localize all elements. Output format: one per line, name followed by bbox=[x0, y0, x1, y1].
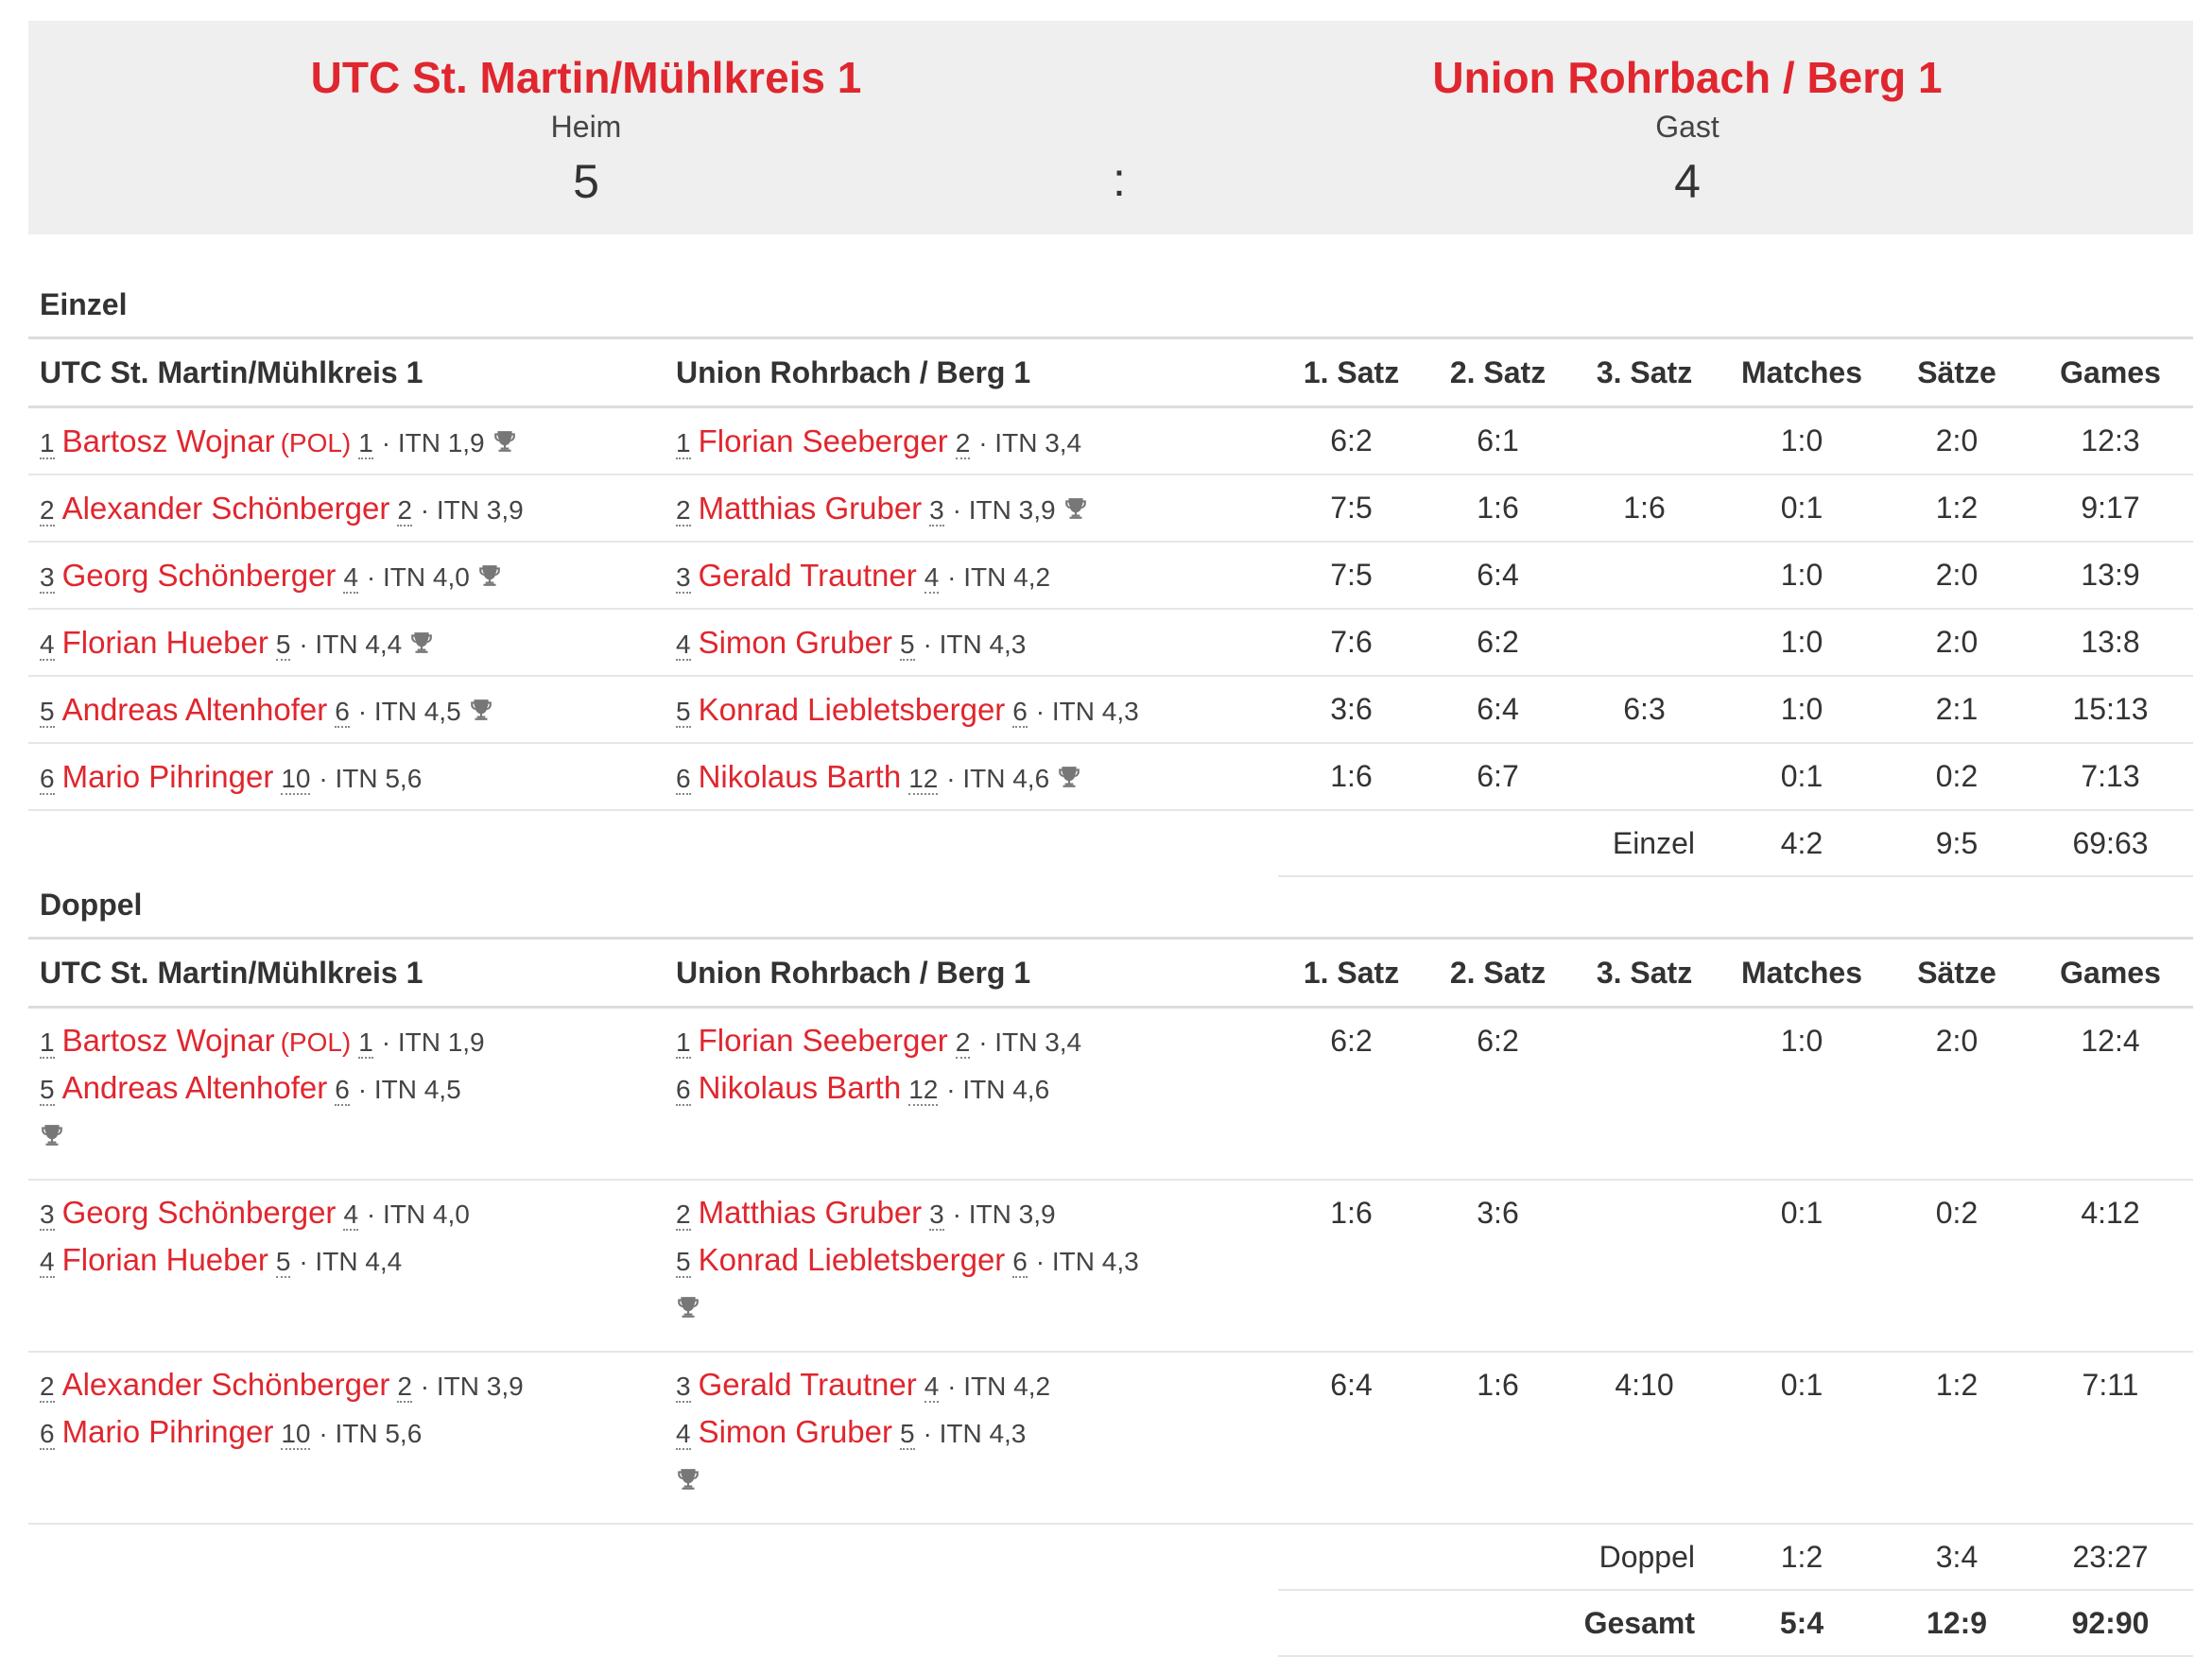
player-itn: · ITN 3,9 bbox=[420, 1372, 524, 1401]
home-player-cell bbox=[28, 743, 665, 810]
guest-pair-cell bbox=[665, 1008, 1278, 1181]
summary-matches: 4:2 bbox=[1718, 810, 1886, 876]
player-rank: 1 bbox=[358, 1027, 373, 1057]
home-player-cell bbox=[28, 676, 665, 743]
player-name-link[interactable]: Bartosz Wojnar bbox=[61, 1023, 275, 1058]
table-row bbox=[28, 542, 2193, 609]
score-games: 4:12 bbox=[2028, 1180, 2193, 1352]
summary-saetze: 3:4 bbox=[1886, 1524, 2028, 1590]
score-saetze: 1:2 bbox=[1886, 475, 2028, 542]
guest-player-cell bbox=[665, 475, 1278, 542]
table-row bbox=[28, 1352, 2193, 1524]
score-s3 bbox=[1571, 407, 1718, 475]
player-position: 4 bbox=[40, 1247, 55, 1276]
player-itn: · ITN 4,2 bbox=[947, 1372, 1051, 1401]
player-position: 1 bbox=[40, 427, 55, 457]
player-position: 3 bbox=[676, 1372, 691, 1401]
player-rank: 10 bbox=[281, 1419, 311, 1448]
summary-matches: 1:2 bbox=[1718, 1524, 1886, 1590]
guest-player-cell bbox=[665, 676, 1278, 743]
player-name-link[interactable]: Florian Hueber bbox=[61, 1242, 268, 1277]
summary-saetze: 9:5 bbox=[1886, 810, 2028, 876]
player-name-link[interactable]: Florian Hueber bbox=[61, 624, 268, 660]
player-rank: 5 bbox=[275, 629, 291, 659]
player-rank: 10 bbox=[281, 763, 311, 793]
guest-team-score: 4 bbox=[1674, 155, 1701, 208]
player-name-link[interactable]: Alexander Schönberger bbox=[61, 1367, 390, 1402]
doppel-section-title: Doppel bbox=[40, 888, 143, 922]
player-itn: · ITN 4,4 bbox=[299, 1247, 403, 1276]
col-home-team: UTC St. Martin/Mühlkreis 1 bbox=[28, 338, 665, 407]
score-s2: 6:4 bbox=[1425, 676, 1571, 743]
player-rank: 2 bbox=[397, 1372, 412, 1401]
summary-saetze: 12:9 bbox=[1886, 1590, 2028, 1656]
col-games: Games bbox=[2028, 338, 2193, 407]
player-name-link[interactable]: Florian Seeberger bbox=[698, 423, 948, 458]
score-saetze: 2:0 bbox=[1886, 542, 2028, 609]
home-team-score: 5 bbox=[573, 155, 599, 208]
player-itn: · ITN 4,4 bbox=[299, 629, 403, 659]
doppel-table bbox=[28, 937, 2193, 1657]
table-row bbox=[28, 1008, 2193, 1181]
guest-pair-cell bbox=[665, 1352, 1278, 1524]
score-s1: 6:2 bbox=[1278, 407, 1425, 475]
player-name-link[interactable]: Nikolaus Barth bbox=[698, 758, 902, 794]
score-s3 bbox=[1571, 743, 1718, 810]
player-rank: 2 bbox=[397, 494, 412, 525]
player-rank: 6 bbox=[335, 1075, 350, 1104]
player-name-link[interactable]: Bartosz Wojnar bbox=[61, 423, 275, 458]
summary-games: 92:90 bbox=[2028, 1590, 2193, 1656]
player-rank: 6 bbox=[1012, 696, 1028, 726]
player-position: 2 bbox=[40, 494, 55, 525]
score-saetze: 0:2 bbox=[1886, 1180, 2028, 1352]
player-rank: 4 bbox=[924, 1372, 940, 1401]
player-position: 1 bbox=[676, 1027, 691, 1057]
player-name-link[interactable]: Florian Seeberger bbox=[698, 1023, 948, 1058]
col-guest-team: Union Rohrbach / Berg 1 bbox=[665, 939, 1278, 1008]
home-player-cell bbox=[28, 407, 665, 475]
player-position: 5 bbox=[676, 696, 691, 726]
score-s2: 6:2 bbox=[1425, 1008, 1571, 1181]
col-games: Games bbox=[2028, 939, 2193, 1008]
col-saetze: Sätze bbox=[1886, 338, 2028, 407]
score-s1: 6:2 bbox=[1278, 1008, 1425, 1181]
guest-player-cell bbox=[665, 542, 1278, 609]
home-pair-cell bbox=[28, 1352, 665, 1524]
score-s2: 6:4 bbox=[1425, 542, 1571, 609]
col-matches: Matches bbox=[1718, 338, 1886, 407]
score-games: 12:4 bbox=[2028, 1008, 2193, 1181]
summary-games: 23:27 bbox=[2028, 1524, 2193, 1590]
pair-player-line bbox=[676, 1190, 1278, 1237]
player-name-link[interactable]: Georg Schönberger bbox=[61, 557, 337, 593]
guest-team-role: Gast bbox=[1655, 110, 1719, 144]
summary-spacer bbox=[28, 1524, 1278, 1590]
score-s2: 3:6 bbox=[1425, 1180, 1571, 1352]
player-itn: · ITN 4,5 bbox=[357, 1075, 461, 1104]
player-position: 4 bbox=[40, 629, 55, 659]
player-name-link[interactable]: Gerald Trautner bbox=[698, 557, 917, 593]
score-saetze: 0:2 bbox=[1886, 743, 2028, 810]
score-saetze: 2:0 bbox=[1886, 407, 2028, 475]
col-home-team: UTC St. Martin/Mühlkreis 1 bbox=[28, 939, 665, 1008]
player-position: 4 bbox=[676, 1419, 691, 1448]
player-itn: · ITN 4,0 bbox=[366, 1200, 470, 1229]
score-s1: 6:4 bbox=[1278, 1352, 1425, 1524]
score-games: 13:9 bbox=[2028, 542, 2193, 609]
player-name-link[interactable]: Simon Gruber bbox=[698, 624, 892, 660]
col-set1: 1. Satz bbox=[1278, 939, 1425, 1008]
player-itn: · ITN 3,9 bbox=[952, 494, 1056, 525]
score-s1: 7:5 bbox=[1278, 542, 1425, 609]
player-name-link[interactable]: Matthias Gruber bbox=[698, 490, 923, 526]
player-rank: 12 bbox=[908, 763, 939, 793]
table-row bbox=[28, 1180, 2193, 1352]
summary-row bbox=[28, 810, 2193, 876]
score-games: 7:11 bbox=[2028, 1352, 2193, 1524]
winner-marker bbox=[676, 1457, 1278, 1502]
total-row bbox=[28, 1590, 2193, 1656]
score-saetze: 2:0 bbox=[1886, 1008, 2028, 1181]
guest-team-block bbox=[1262, 49, 2113, 212]
score-matches: 1:0 bbox=[1718, 609, 1886, 676]
trophy-icon bbox=[409, 630, 434, 655]
col-set3: 3. Satz bbox=[1571, 338, 1718, 407]
score-matches: 1:0 bbox=[1718, 407, 1886, 475]
score-s3: 1:6 bbox=[1571, 475, 1718, 542]
trophy-icon bbox=[676, 1295, 700, 1320]
player-itn: · ITN 3,9 bbox=[420, 494, 524, 525]
player-itn: · ITN 4,3 bbox=[923, 629, 1027, 659]
score-matches: 1:0 bbox=[1718, 1008, 1886, 1181]
pair-player-line bbox=[40, 1018, 665, 1065]
player-position: 6 bbox=[676, 763, 691, 793]
pair-player-line bbox=[676, 1362, 1278, 1409]
pair-player-line bbox=[40, 1065, 665, 1113]
player-position: 6 bbox=[676, 1075, 691, 1104]
home-player-cell bbox=[28, 542, 665, 609]
pair-player-line bbox=[676, 1237, 1278, 1285]
pair-player-line bbox=[40, 1409, 665, 1457]
player-position: 4 bbox=[676, 629, 691, 659]
score-saetze: 2:0 bbox=[1886, 609, 2028, 676]
player-position: 1 bbox=[40, 1027, 55, 1057]
player-rank: 6 bbox=[1012, 1247, 1028, 1276]
guest-player-cell bbox=[665, 743, 1278, 810]
einzel-table bbox=[28, 337, 2193, 877]
score-s3: 4:10 bbox=[1571, 1352, 1718, 1524]
player-rank: 4 bbox=[343, 561, 359, 592]
score-games: 12:3 bbox=[2028, 407, 2193, 475]
player-rank: 5 bbox=[900, 1419, 915, 1448]
trophy-icon bbox=[676, 1467, 700, 1492]
score-s2: 6:7 bbox=[1425, 743, 1571, 810]
score-s2: 1:6 bbox=[1425, 475, 1571, 542]
home-player-cell bbox=[28, 475, 665, 542]
home-team-role: Heim bbox=[550, 110, 622, 144]
summary-row bbox=[28, 1524, 2193, 1590]
player-name-link[interactable]: Konrad Liebletsberger bbox=[698, 1242, 1006, 1277]
col-set1: 1. Satz bbox=[1278, 338, 1425, 407]
player-rank: 12 bbox=[908, 1075, 939, 1104]
guest-team-name[interactable]: Union Rohrbach / Berg 1 bbox=[1432, 53, 1943, 102]
winner-marker bbox=[676, 1285, 1278, 1330]
player-itn: · ITN 1,9 bbox=[381, 427, 485, 457]
player-name-link[interactable]: Andreas Altenhofer bbox=[61, 691, 328, 727]
score-s3 bbox=[1571, 1008, 1718, 1181]
player-itn: · ITN 3,4 bbox=[978, 427, 1082, 457]
player-position: 5 bbox=[40, 696, 55, 726]
score-s1: 3:6 bbox=[1278, 676, 1425, 743]
player-rank: 6 bbox=[335, 696, 350, 726]
player-rank: 5 bbox=[275, 1247, 291, 1276]
player-nation: (POL) bbox=[280, 427, 352, 457]
doppel-rows bbox=[28, 1008, 2193, 1657]
score-s1: 1:6 bbox=[1278, 743, 1425, 810]
player-rank: 4 bbox=[924, 561, 940, 592]
player-name-link[interactable]: Simon Gruber bbox=[698, 1414, 892, 1449]
player-name-link[interactable]: Nikolaus Barth bbox=[698, 1070, 902, 1105]
player-nation: (POL) bbox=[280, 1027, 352, 1057]
trophy-icon bbox=[493, 429, 517, 454]
score-s3 bbox=[1571, 609, 1718, 676]
score-s3: 6:3 bbox=[1571, 676, 1718, 743]
table-row bbox=[28, 609, 2193, 676]
match-header bbox=[28, 21, 2193, 234]
player-name-link[interactable]: Gerald Trautner bbox=[698, 1367, 917, 1402]
player-name-link[interactable]: Konrad Liebletsberger bbox=[698, 691, 1006, 727]
summary-label: Einzel bbox=[1278, 810, 1718, 876]
col-matches: Matches bbox=[1718, 939, 1886, 1008]
trophy-icon bbox=[40, 1123, 64, 1148]
summary-label: Gesamt bbox=[1278, 1590, 1718, 1656]
player-itn: · ITN 4,6 bbox=[946, 763, 1050, 793]
guest-player-cell bbox=[665, 407, 1278, 475]
player-rank: 3 bbox=[929, 494, 944, 525]
player-name-link[interactable]: Alexander Schönberger bbox=[61, 490, 390, 526]
home-team-block bbox=[161, 49, 1011, 212]
player-itn: · ITN 5,6 bbox=[319, 763, 423, 793]
table-row bbox=[28, 475, 2193, 542]
pair-player-line bbox=[676, 1018, 1278, 1065]
trophy-icon bbox=[477, 563, 502, 588]
home-team-name[interactable]: UTC St. Martin/Mühlkreis 1 bbox=[310, 53, 862, 102]
pair-player-line bbox=[676, 1409, 1278, 1457]
score-games: 15:13 bbox=[2028, 676, 2193, 743]
score-matches: 1:0 bbox=[1718, 676, 1886, 743]
pair-player-line bbox=[40, 1190, 665, 1237]
player-itn: · ITN 4,6 bbox=[946, 1075, 1050, 1104]
player-name-link[interactable]: Mario Pihringer bbox=[61, 1414, 274, 1449]
player-position: 1 bbox=[676, 427, 691, 457]
score-s3 bbox=[1571, 542, 1718, 609]
player-position: 5 bbox=[676, 1247, 691, 1276]
player-itn: · ITN 1,9 bbox=[381, 1027, 485, 1057]
player-itn: · ITN 4,3 bbox=[1035, 1247, 1139, 1276]
pair-player-line bbox=[40, 1237, 665, 1285]
score-s1: 7:5 bbox=[1278, 475, 1425, 542]
guest-pair-cell bbox=[665, 1180, 1278, 1352]
player-name-link[interactable]: Mario Pihringer bbox=[61, 758, 274, 794]
player-rank: 5 bbox=[900, 629, 915, 659]
col-saetze: Sätze bbox=[1886, 939, 2028, 1008]
score-saetze: 2:1 bbox=[1886, 676, 2028, 743]
player-itn: · ITN 3,4 bbox=[978, 1027, 1082, 1057]
player-rank: 2 bbox=[955, 427, 971, 457]
col-set3: 3. Satz bbox=[1571, 939, 1718, 1008]
score-saetze: 1:2 bbox=[1886, 1352, 2028, 1524]
col-set2: 2. Satz bbox=[1425, 338, 1571, 407]
player-itn: · ITN 4,3 bbox=[1035, 696, 1139, 726]
player-itn: · ITN 4,3 bbox=[923, 1419, 1027, 1448]
pair-player-line bbox=[676, 1065, 1278, 1113]
player-rank: 4 bbox=[343, 1200, 359, 1229]
table-row bbox=[28, 743, 2193, 810]
score-matches: 0:1 bbox=[1718, 743, 1886, 810]
player-rank: 2 bbox=[955, 1027, 971, 1057]
player-itn: · ITN 4,0 bbox=[366, 561, 470, 592]
player-itn: · ITN 3,9 bbox=[952, 1200, 1056, 1229]
home-pair-cell bbox=[28, 1008, 665, 1181]
player-itn: · ITN 4,2 bbox=[947, 561, 1051, 592]
score-s1: 7:6 bbox=[1278, 609, 1425, 676]
player-rank: 3 bbox=[929, 1200, 944, 1229]
trophy-icon bbox=[469, 698, 493, 722]
player-position: 3 bbox=[676, 561, 691, 592]
score-games: 9:17 bbox=[2028, 475, 2193, 542]
player-position: 3 bbox=[40, 1200, 55, 1229]
player-rank: 1 bbox=[358, 427, 373, 457]
col-guest-team: Union Rohrbach / Berg 1 bbox=[665, 338, 1278, 407]
summary-matches: 5:4 bbox=[1718, 1590, 1886, 1656]
table-row bbox=[28, 407, 2193, 475]
summary-spacer bbox=[28, 1590, 1278, 1656]
score-matches: 1:0 bbox=[1718, 542, 1886, 609]
player-position: 6 bbox=[40, 1419, 55, 1448]
player-position: 5 bbox=[40, 1075, 55, 1104]
table-row bbox=[28, 676, 2193, 743]
score-games: 13:8 bbox=[2028, 609, 2193, 676]
score-s3 bbox=[1571, 1180, 1718, 1352]
player-position: 2 bbox=[676, 1200, 691, 1229]
home-player-cell bbox=[28, 609, 665, 676]
player-position: 2 bbox=[676, 494, 691, 525]
score-matches: 0:1 bbox=[1718, 1180, 1886, 1352]
score-s2: 6:2 bbox=[1425, 609, 1571, 676]
pair-player-line bbox=[40, 1362, 665, 1409]
player-itn: · ITN 4,5 bbox=[357, 696, 461, 726]
summary-games: 69:63 bbox=[2028, 810, 2193, 876]
score-separator: : bbox=[1113, 153, 1126, 206]
trophy-icon bbox=[1057, 765, 1081, 789]
einzel-rows bbox=[28, 407, 2193, 877]
einzel-section-title: Einzel bbox=[40, 287, 128, 321]
score-matches: 0:1 bbox=[1718, 475, 1886, 542]
score-s2: 1:6 bbox=[1425, 1352, 1571, 1524]
player-position: 2 bbox=[40, 1372, 55, 1401]
player-itn: · ITN 5,6 bbox=[319, 1419, 423, 1448]
summary-label: Doppel bbox=[1278, 1524, 1718, 1590]
guest-player-cell bbox=[665, 609, 1278, 676]
winner-marker bbox=[40, 1113, 665, 1158]
score-s1: 1:6 bbox=[1278, 1180, 1425, 1352]
col-set2: 2. Satz bbox=[1425, 939, 1571, 1008]
player-name-link[interactable]: Matthias Gruber bbox=[698, 1195, 923, 1230]
score-games: 7:13 bbox=[2028, 743, 2193, 810]
score-matches: 0:1 bbox=[1718, 1352, 1886, 1524]
score-s2: 6:1 bbox=[1425, 407, 1571, 475]
player-name-link[interactable]: Andreas Altenhofer bbox=[61, 1070, 328, 1105]
trophy-icon bbox=[1063, 496, 1088, 521]
player-position: 3 bbox=[40, 561, 55, 592]
home-pair-cell bbox=[28, 1180, 665, 1352]
summary-spacer bbox=[28, 810, 1278, 876]
player-position: 6 bbox=[40, 763, 55, 793]
player-name-link[interactable]: Georg Schönberger bbox=[61, 1195, 337, 1230]
